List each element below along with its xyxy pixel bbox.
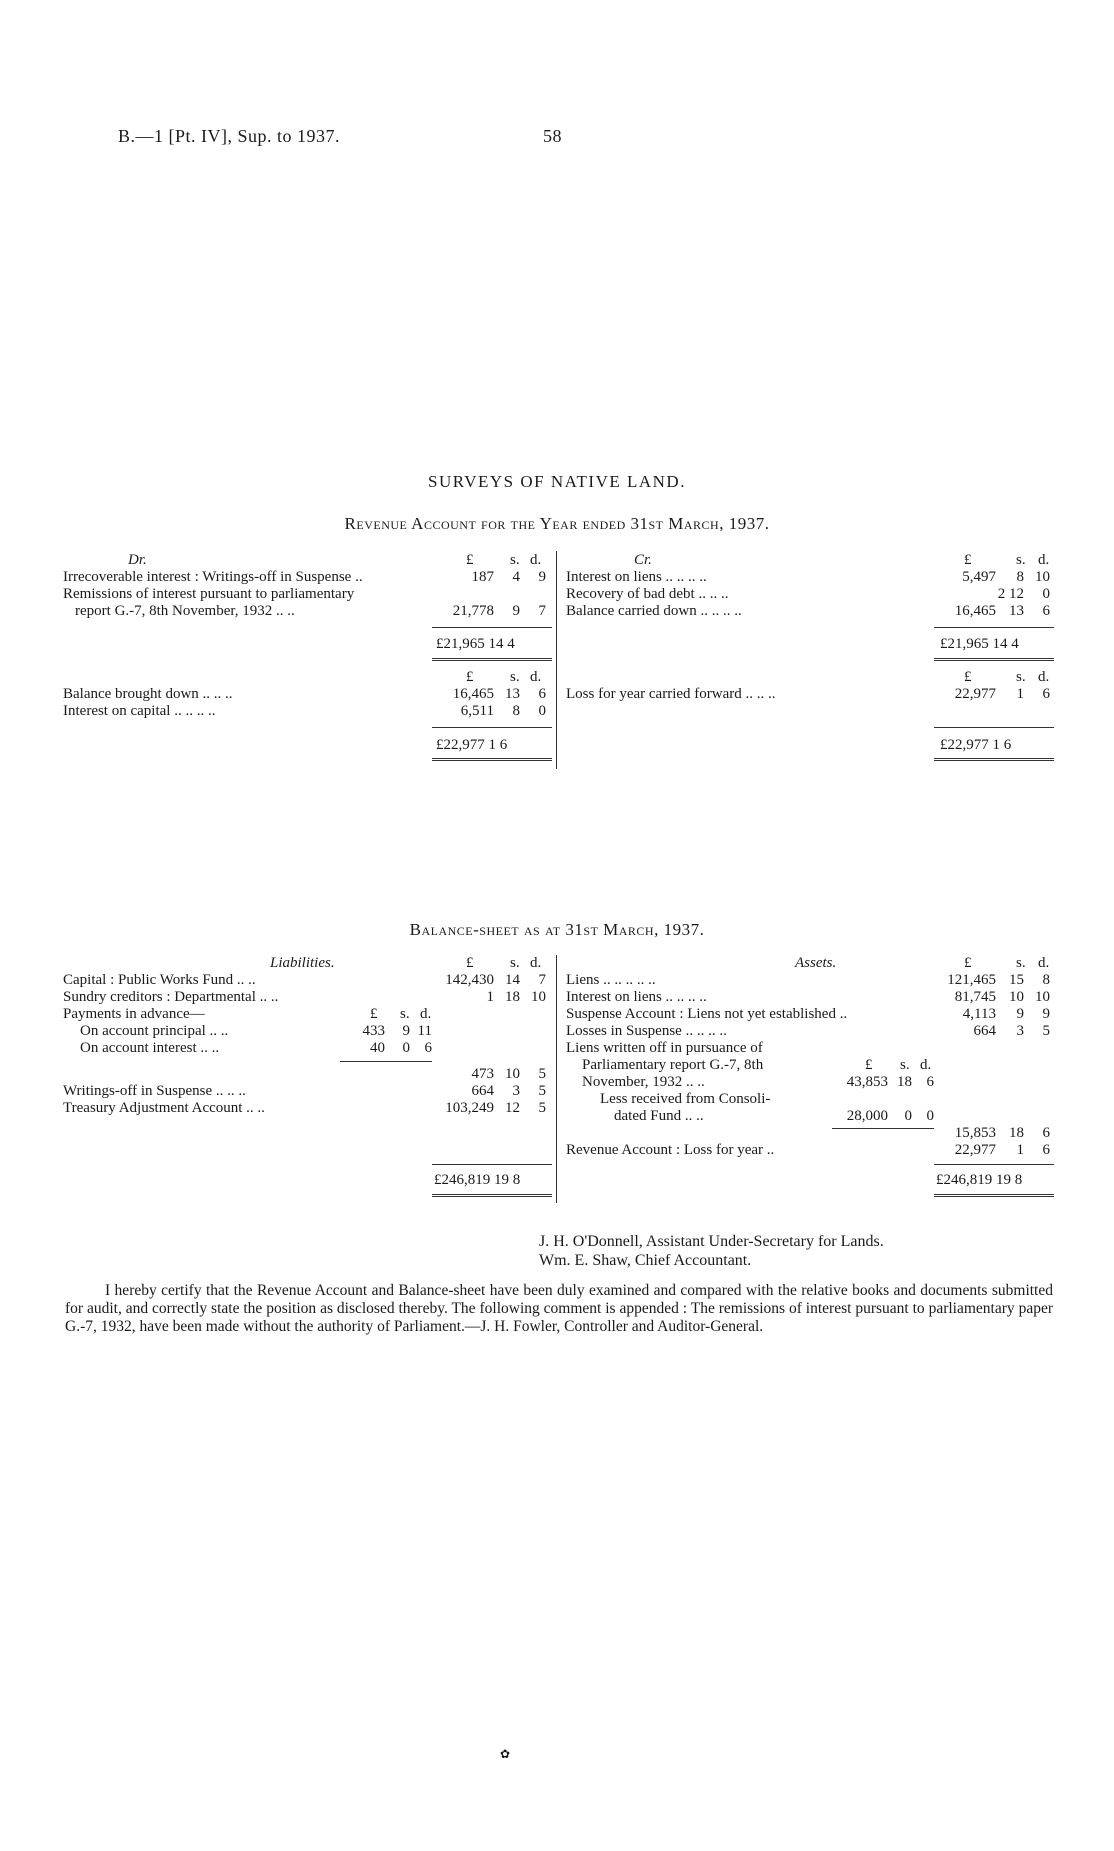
liability-row-shillings: 3 bbox=[512, 1083, 520, 1099]
rev-left-row2-pence: 6 bbox=[538, 686, 546, 702]
rev-right-row2-text: Loss for year carried forward .. .. .. bbox=[566, 686, 776, 702]
asset-sub-pounds: 43,853 bbox=[846, 1074, 888, 1090]
asset-row-text: Liens .. .. .. .. .. bbox=[566, 972, 656, 988]
asset-row-pence: 10 bbox=[1035, 989, 1050, 1005]
asset-row-text: Interest on liens .. .. .. .. bbox=[566, 989, 707, 1005]
asset-row-shillings: 9 bbox=[1016, 1006, 1024, 1022]
rev-left-row-pence: 7 bbox=[538, 603, 546, 619]
bal-right-pence-header: d. bbox=[1038, 955, 1050, 971]
asset-row-shillings: 15 bbox=[1009, 972, 1024, 988]
rev-right-total-2: £22,977 1 6 bbox=[940, 737, 1012, 753]
liability-row-shillings: 14 bbox=[505, 972, 520, 988]
rev-right-rule-2 bbox=[934, 727, 1054, 728]
rev-right-double-rule-2 bbox=[934, 758, 1054, 761]
liability-row-text: On account interest .. .. bbox=[80, 1040, 220, 1056]
asset-row-pounds: 121,465 bbox=[947, 972, 996, 988]
asset-sub-shillings: 0 bbox=[904, 1108, 912, 1124]
liability-row-text: Capital : Public Works Fund .. .. bbox=[63, 972, 256, 988]
rev-left-row2-pence: 0 bbox=[538, 703, 546, 719]
asset-row-text: Losses in Suspense .. .. .. .. bbox=[566, 1023, 727, 1039]
bal-left-shilling-header: s. bbox=[510, 955, 520, 971]
rev-right-row-pounds: 16,465 bbox=[954, 603, 996, 619]
rev-left-row2-text: Interest on capital .. .. .. .. bbox=[63, 703, 216, 719]
asset-sub-pence: 0 bbox=[926, 1108, 934, 1124]
rev-right-double-rule bbox=[934, 658, 1054, 661]
liability-row-pence: 7 bbox=[538, 972, 546, 988]
rev-right-row-shillings: 2 12 bbox=[997, 586, 1024, 602]
rev-left-row2-shillings: 13 bbox=[505, 686, 520, 702]
bal-right-double-rule bbox=[934, 1194, 1054, 1197]
rev-left-shilling-header: s. bbox=[510, 552, 520, 568]
asset-sub-pence-header: d. bbox=[920, 1057, 932, 1073]
rev-right-pound-header-2: £ bbox=[964, 669, 972, 685]
liability-row-text: Writings-off in Suspense .. .. .. bbox=[63, 1083, 246, 1099]
asset-row-pence: 8 bbox=[1042, 972, 1050, 988]
liability-row-shillings: 12 bbox=[505, 1100, 520, 1116]
rev-left-total-2: £22,977 1 6 bbox=[436, 737, 508, 753]
rev-left-row-pounds: 187 bbox=[471, 569, 494, 585]
asset-row-text: Parliamentary report G.-7, 8th bbox=[582, 1057, 764, 1073]
cr-label: Cr. bbox=[634, 552, 652, 568]
balance-divider bbox=[556, 955, 557, 1203]
rev-left-row-pence: 9 bbox=[538, 569, 546, 585]
assets-total: £246,819 19 8 bbox=[936, 1172, 1023, 1188]
rev-left-pence-header-2: d. bbox=[530, 669, 542, 685]
asset-row-pence: 5 bbox=[1042, 1023, 1050, 1039]
asset-row-text: November, 1932 .. .. bbox=[582, 1074, 705, 1090]
asset-row-text: Less received from Consoli- bbox=[600, 1091, 771, 1107]
rev-left-row-text: Remissions of interest pursuant to parliamentary bbox=[63, 586, 355, 602]
bottom-mark-icon: ✿ bbox=[500, 1747, 511, 1761]
rev-right-row-text: Interest on liens .. .. .. .. bbox=[566, 569, 707, 585]
asset-sub-shilling-header: s. bbox=[900, 1057, 910, 1073]
rev-right-rule bbox=[934, 627, 1054, 628]
liability-row-text: On account principal .. .. bbox=[80, 1023, 229, 1039]
bal-right-pound-header: £ bbox=[964, 955, 972, 971]
signature-chief-accountant: Wm. E. Shaw, Chief Accountant. bbox=[539, 1252, 752, 1269]
section-title: SURVEYS OF NATIVE LAND. bbox=[428, 472, 686, 491]
rev-left-double-rule bbox=[432, 658, 552, 661]
bal-right-rule bbox=[934, 1164, 1054, 1165]
asset-row-text: dated Fund .. .. bbox=[614, 1108, 704, 1124]
liabilities-label: Liabilities. bbox=[270, 955, 335, 971]
rev-left-total-1: £21,965 14 4 bbox=[436, 636, 515, 652]
rev-right-row-pounds: 5,497 bbox=[962, 569, 996, 585]
liability-row-pounds: 1 bbox=[486, 989, 494, 1005]
rev-right-total-1: £21,965 14 4 bbox=[940, 636, 1019, 652]
liability-sub-pounds: 433 bbox=[362, 1023, 385, 1039]
asset-row-shillings: 3 bbox=[1016, 1023, 1024, 1039]
rev-left-pound-header: £ bbox=[466, 552, 474, 568]
rev-right-row2-shillings: 1 bbox=[1016, 686, 1024, 702]
bal-left-double-rule bbox=[432, 1194, 552, 1197]
asset-row-pounds: 15,853 bbox=[954, 1125, 996, 1141]
liability-row-pence: 5 bbox=[538, 1066, 546, 1082]
asset-row-shillings: 10 bbox=[1009, 989, 1024, 1005]
rev-right-row-text: Balance carried down .. .. .. .. bbox=[566, 603, 742, 619]
liability-sub-pence: 6 bbox=[424, 1040, 432, 1056]
liability-row-pounds: 103,249 bbox=[445, 1100, 494, 1116]
bal-left-pound-header: £ bbox=[466, 955, 474, 971]
liability-row-pounds: 473 bbox=[471, 1066, 494, 1082]
liability-row-pence: 5 bbox=[538, 1083, 546, 1099]
rev-left-shilling-header-2: s. bbox=[510, 669, 520, 685]
rev-left-rule-2 bbox=[432, 727, 552, 728]
liability-sub-pence: 11 bbox=[417, 1023, 432, 1039]
assets-label: Assets. bbox=[795, 955, 837, 971]
rev-left-row2-shillings: 8 bbox=[512, 703, 520, 719]
asset-row-shillings: 18 bbox=[1009, 1125, 1024, 1141]
asset-sub-pence: 6 bbox=[926, 1074, 934, 1090]
signature-assistant-under-secretary: J. H. O'Donnell, Assistant Under-Secretary for Lands. bbox=[539, 1233, 884, 1250]
rev-left-row-shillings: 9 bbox=[512, 603, 520, 619]
asset-sub-pound-header: £ bbox=[865, 1057, 873, 1073]
rev-right-row-shillings: 13 bbox=[1009, 603, 1024, 619]
dr-label: Dr. bbox=[128, 552, 147, 568]
liability-row-shillings: 18 bbox=[505, 989, 520, 1005]
revenue-divider bbox=[556, 551, 557, 769]
balance-sheet-title: Balance-sheet as at 31st March, 1937. bbox=[409, 920, 705, 939]
rev-right-pence-header-2: d. bbox=[1038, 669, 1050, 685]
asset-row-pounds: 4,113 bbox=[962, 1006, 996, 1022]
bal-left-pence-header: d. bbox=[530, 955, 542, 971]
asset-row-pounds: 81,745 bbox=[954, 989, 996, 1005]
sub-pence-header: d. bbox=[420, 1006, 432, 1022]
liability-row-pence: 5 bbox=[538, 1100, 546, 1116]
bal-left-rule bbox=[432, 1164, 552, 1165]
liability-sub-rule bbox=[340, 1061, 432, 1062]
rev-right-pound-header: £ bbox=[964, 552, 972, 568]
liabilities-total: £246,819 19 8 bbox=[434, 1172, 521, 1188]
rev-left-double-rule-2 bbox=[432, 758, 552, 761]
rev-left-row2-text: Balance brought down .. .. .. bbox=[63, 686, 233, 702]
asset-row-shillings: 1 bbox=[1016, 1142, 1024, 1158]
revenue-account-title: Revenue Account for the Year ended 31st March, 1937. bbox=[344, 514, 770, 533]
rev-right-row-pence: 0 bbox=[1042, 586, 1050, 602]
liability-row-pounds: 142,430 bbox=[445, 972, 494, 988]
rev-left-row-shillings: 4 bbox=[512, 569, 520, 585]
liability-sub-shillings: 0 bbox=[402, 1040, 410, 1056]
rev-right-row2-pounds: 22,977 bbox=[954, 686, 996, 702]
rev-right-row-text: Recovery of bad debt .. .. .. bbox=[566, 586, 729, 602]
bal-right-shilling-header: s. bbox=[1016, 955, 1026, 971]
asset-row-pence: 6 bbox=[1042, 1125, 1050, 1141]
rev-right-row-shillings: 8 bbox=[1016, 569, 1024, 585]
rev-right-row2-pence: 6 bbox=[1042, 686, 1050, 702]
liability-row-text: Treasury Adjustment Account .. .. bbox=[63, 1100, 265, 1116]
rev-left-pound-header-2: £ bbox=[466, 669, 474, 685]
asset-row-text: Liens written off in pursuance of bbox=[566, 1040, 763, 1056]
asset-row-text: Suspense Account : Liens not yet established .. bbox=[566, 1006, 848, 1022]
asset-row-pence: 9 bbox=[1042, 1006, 1050, 1022]
asset-sub-shillings: 18 bbox=[897, 1074, 912, 1090]
rev-left-row2-pounds: 6,511 bbox=[460, 703, 494, 719]
rev-right-row-pence: 6 bbox=[1042, 603, 1050, 619]
liability-row-shillings: 10 bbox=[505, 1066, 520, 1082]
rev-right-shilling-header: s. bbox=[1016, 552, 1026, 568]
liability-row-pounds: 664 bbox=[471, 1083, 494, 1099]
rev-right-pence-header: d. bbox=[1038, 552, 1050, 568]
asset-row-text: Revenue Account : Loss for year .. bbox=[566, 1142, 775, 1158]
rev-right-row-pence: 10 bbox=[1035, 569, 1050, 585]
rev-left-rule bbox=[432, 627, 552, 628]
rev-left-row-pounds: 21,778 bbox=[452, 603, 494, 619]
liability-row-pence: 10 bbox=[531, 989, 546, 1005]
rev-left-pence-header: d. bbox=[530, 552, 542, 568]
rev-left-row-text: report G.-7, 8th November, 1932 .. .. bbox=[75, 603, 295, 619]
asset-row-pounds: 22,977 bbox=[954, 1142, 996, 1158]
rev-left-row-text: Irrecoverable interest : Writings-off in Suspense .. bbox=[63, 569, 363, 585]
audit-certificate: I hereby certify that the Revenue Account and Balance-sheet have been duly examined and compared with the relative books and documents submitted for audit, and correctly state the position as disclosed thereby. The following comment is appended : The remissions of interest pursuant to parliamentary paper G.-7, 1932, have been made without the authority of Parliament.—J. H. Fowler, Controller and Auditor-General. bbox=[65, 1282, 1053, 1335]
liability-row-text: Payments in advance— bbox=[63, 1006, 205, 1022]
liability-sub-pounds: 40 bbox=[370, 1040, 385, 1056]
rev-right-shilling-header-2: s. bbox=[1016, 669, 1026, 685]
asset-sub-rule bbox=[832, 1128, 934, 1129]
rev-left-row2-pounds: 16,465 bbox=[452, 686, 494, 702]
sub-pound-header: £ bbox=[370, 1006, 378, 1022]
liability-row-text: Sundry creditors : Departmental .. .. bbox=[63, 989, 279, 1005]
page-reference: B.—1 [Pt. IV], Sup. to 1937. bbox=[118, 126, 341, 146]
liability-sub-shillings: 9 bbox=[402, 1023, 410, 1039]
sub-shilling-header: s. bbox=[400, 1006, 410, 1022]
page-number: 58 bbox=[543, 126, 562, 146]
asset-sub-pounds: 28,000 bbox=[846, 1108, 888, 1124]
asset-row-pence: 6 bbox=[1042, 1142, 1050, 1158]
asset-row-pounds: 664 bbox=[973, 1023, 996, 1039]
